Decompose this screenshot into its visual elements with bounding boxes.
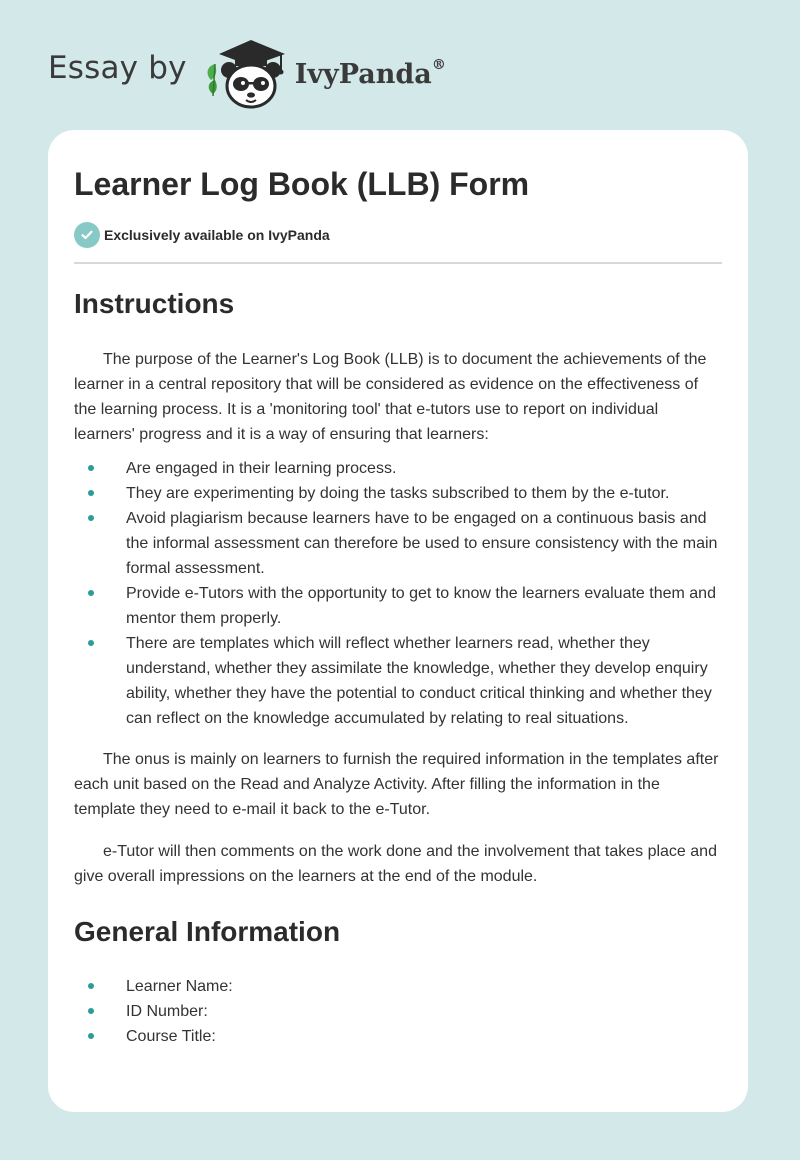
paragraph-etutor: e-Tutor will then comments on the work done and the involvement that takes place and give overall impressions on the learners at the end of the module. (74, 843, 717, 885)
section-heading-general: General Information (74, 916, 341, 947)
badge-text: Exclusively available on IvyPanda (104, 227, 330, 243)
section-heading-instructions: Instructions (74, 288, 235, 319)
ivy-leaf-icon (207, 64, 216, 96)
site-header (48, 34, 446, 110)
list-item: ID Number: (74, 999, 722, 1024)
brand-text: IvyPanda (294, 58, 432, 90)
article-card (48, 130, 748, 1112)
page-title: Learner Log Book (LLB) Form (74, 166, 530, 202)
list-item: Provide e-Tutors with the opportunity to get to know the learners evaluate them and mentor them properly. (74, 581, 722, 631)
panda-graduate-icon (201, 34, 293, 110)
registered-mark: ® (431, 56, 446, 73)
general-info-list (74, 974, 722, 1049)
list-item: Course Title: (74, 1024, 722, 1049)
check-circle-icon (74, 222, 100, 248)
exclusive-badge (74, 222, 722, 248)
list-item: There are templates which will reflect whether learners read, whether they understand, whether they assimilate the knowledge, whether they develop enquiry ability, whether they have the potential to conduct critical thinking and whether they can reflect on the knowledge accumulated by relating to real situations. (74, 631, 722, 731)
brand-name (294, 56, 446, 90)
divider (74, 262, 722, 264)
list-item: Learner Name: (74, 974, 722, 999)
list-item: They are experimenting by doing the tasks subscribed to them by the e-tutor. (74, 481, 722, 506)
paragraph-onus: The onus is mainly on learners to furnish the required information in the templates after each unit based on the Read and Analyze Activity. After filling the information in the template they need to e-mail it back to the e-Tutor. (74, 751, 719, 818)
essay-by-label: Essay by (48, 50, 187, 86)
paragraph-intro: The purpose of the Learner's Log Book (LLB) is to document the achievements of the learner in a central repository that will be considered as evidence on the effectiveness of the learning process. It is a 'monitoring tool' that e-tutors use to report on individual learners' progress and it is a way of ensuring that learners: (74, 351, 707, 443)
instructions-list (74, 456, 722, 731)
list-item: Avoid plagiarism because learners have to be engaged on a continuous basis and the informal assessment can therefore be used to ensure consistency with the main formal assessment. (74, 506, 722, 581)
list-item: Are engaged in their learning process. (74, 456, 722, 481)
